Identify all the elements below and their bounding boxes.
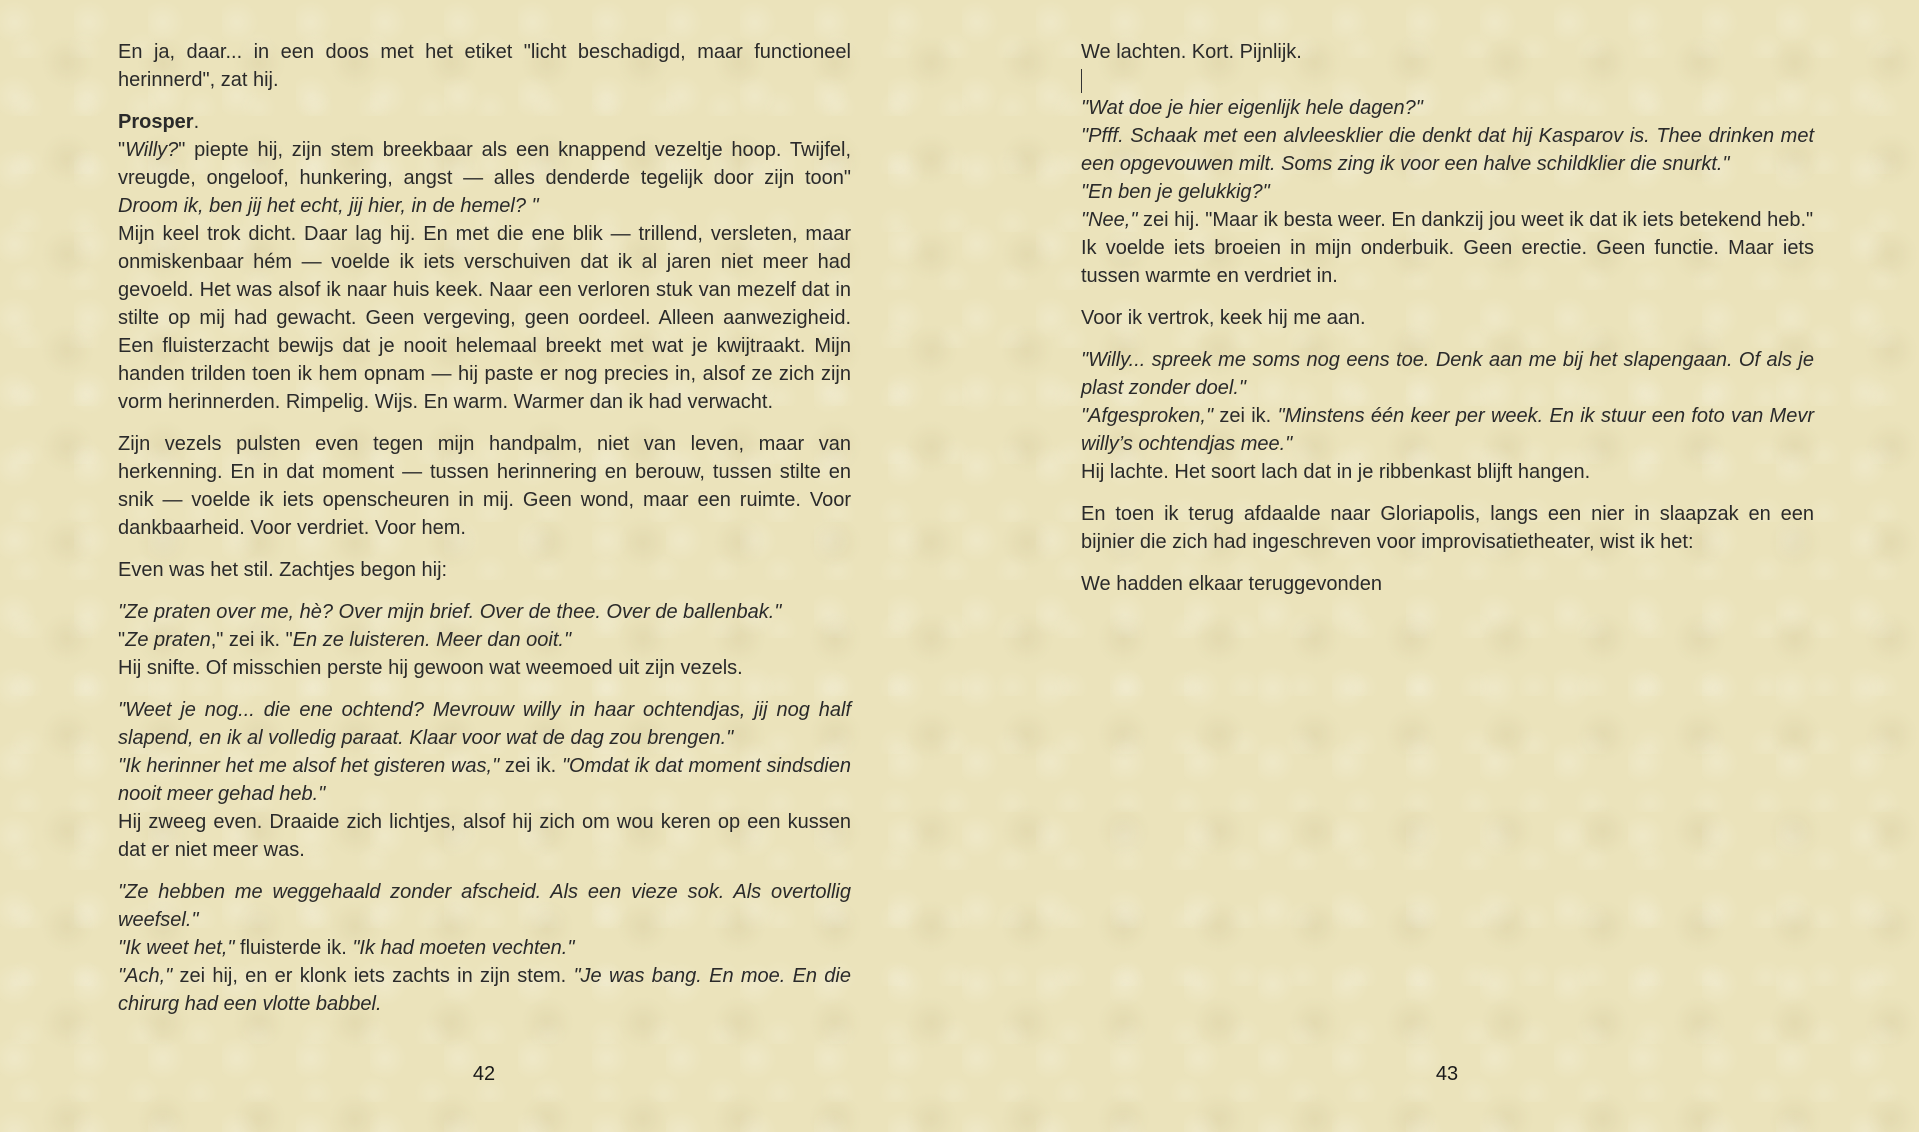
dialogue: "Wat doe je hier eigenlijk hele dagen?" xyxy=(1081,97,1423,119)
dialogue: "Ze hebben me weggehaald zonder afscheid. Als een vieze sok. Als overtollig weefsel." xyxy=(118,881,851,931)
dialogue: "Weet je nog... die ene ochtend? Mevrouw willy in haar ochtendjas, jij nog half slapend, en ik al volledig paraat. Klaar voor wat de dag zou brengen." xyxy=(118,699,851,749)
paragraph xyxy=(1081,304,1814,332)
page-number: 42 xyxy=(472,1063,496,1085)
page-number: 43 xyxy=(1435,1063,1459,1085)
paragraph xyxy=(1081,178,1814,206)
text-run: fluisterde ik. xyxy=(234,937,353,959)
text-run: " xyxy=(118,139,126,161)
paragraph-text: Mijn keel trok dicht. Daar lag hij. En met die ene blik — trillend, versleten, maar onmiskenbaar hém — voelde ik iets verschuiven dat ik al jaren niet meer had gevoeld. Het was alsof ik naar huis keek. Naar een verloren stuk van mezelf dat in stilte op mij had gewacht. Geen vergeving, geen oordeel. Alleen aanwezigheid. Een fluisterzacht bewijs dat je nooit helemaal breekt met wat je kwijtraakt. Mijn handen trilden toen ik hem opnam — hij paste er nog precies in, alsof ze zich zijn vorm herinnerden. Rimpelig. Wijs. En warm. Warmer dan ik had verwacht. xyxy=(118,223,851,413)
paragraph-text: Hij snifte. Of misschien perste hij gewoon wat weemoed uit zijn vezels. xyxy=(118,657,743,679)
paragraph xyxy=(118,626,851,654)
right-page xyxy=(1081,38,1814,612)
dialogue: "Ik weet het," xyxy=(118,937,235,959)
dialogue: "Ze praten over me, hè? Over mijn brief. Over de thee. Over de ballenbak." xyxy=(118,601,782,623)
text-run: ," zei ik. " xyxy=(210,629,293,651)
dialogue: Willy? xyxy=(125,139,179,161)
paragraph xyxy=(118,38,851,94)
text-run: zei hij. "Maar ik besta weer. En dankzij jou weet ik dat ik iets betekend heb." xyxy=(1137,209,1814,231)
paragraph xyxy=(118,808,851,864)
paragraph xyxy=(1081,570,1814,598)
paragraph-text: En toen ik terug afdaalde naar Gloriapolis, langs een nier in slaapzak en een bijnier die zich had ingeschreven voor improvisatietheater, wist ik het: xyxy=(1081,503,1814,553)
paragraph xyxy=(118,654,851,682)
paragraph-text: En ja, daar... in een doos met het etiket "licht beschadigd, maar functioneel herinnerd", zat hij. xyxy=(118,41,851,91)
dialogue: "Nee," xyxy=(1081,209,1138,231)
paragraph xyxy=(1081,458,1814,486)
paragraph xyxy=(118,878,851,934)
text-run: " xyxy=(118,629,126,651)
dialogue: "Minstens één keer per week. En ik stuur een foto van Mevr willy’s ochtendjas mee." xyxy=(1081,405,1814,455)
left-page xyxy=(118,38,851,1032)
text-run: zei hij, en er klonk iets zachts in zijn stem. xyxy=(172,965,574,987)
text-cursor[interactable] xyxy=(1081,66,1814,94)
dialogue: En ze luisteren. Meer dan ooit." xyxy=(292,629,572,651)
paragraph xyxy=(1081,500,1814,556)
punctuation: . xyxy=(193,111,200,133)
paragraph xyxy=(118,598,851,626)
text-run: zei ik. xyxy=(499,755,562,777)
paragraph xyxy=(118,136,851,220)
character-name: Prosper xyxy=(118,111,194,133)
paragraph xyxy=(118,934,851,962)
paragraph xyxy=(118,752,851,808)
dialogue: "Omdat ik dat moment sindsdien nooit meer gehad heb." xyxy=(118,755,851,805)
paragraph-text: We hadden elkaar teruggevonden xyxy=(1081,573,1382,595)
paragraph-text: Even was het stil. Zachtjes begon hij: xyxy=(118,559,448,581)
paragraph-text: We lachten. Kort. Pijnlijk. xyxy=(1081,41,1302,63)
paragraph-text: Zijn vezels pulsten even tegen mijn handpalm, niet van leven, maar van herkenning. En in dat moment — tussen herinnering en berouw, tussen stilte en snik — voelde ik iets openscheuren in mij. Geen wond, maar een ruimte. Voor dankbaarheid. Voor verdriet. Voor hem. xyxy=(118,433,851,539)
paragraph xyxy=(1081,234,1814,290)
paragraph xyxy=(1081,94,1814,122)
paragraph xyxy=(1081,346,1814,402)
dialogue: Ze praten xyxy=(125,629,211,651)
text-run: zei ik. xyxy=(1213,405,1278,427)
paragraph xyxy=(118,108,851,136)
paragraph xyxy=(1081,402,1814,458)
text-run: " piepte hij, zijn stem breekbaar als een knappend vezeltje hoop. Twijfel, vreugde, ongeloof, hunkering, angst — alles denderde tegelijk door zijn toon" xyxy=(118,139,851,189)
dialogue: Droom ik, ben jij het echt, jij hier, in de hemel? " xyxy=(118,195,539,217)
paragraph xyxy=(118,430,851,542)
paragraph xyxy=(118,962,851,1018)
paragraph xyxy=(118,220,851,416)
paragraph xyxy=(1081,38,1814,66)
paragraph xyxy=(1081,122,1814,178)
paragraph xyxy=(118,556,851,584)
dialogue: "Ik had moeten vechten." xyxy=(352,937,575,959)
paragraph-text: Hij zweeg even. Draaide zich lichtjes, alsof hij zich om wou keren op een kussen dat er niet meer was. xyxy=(118,811,851,861)
dialogue: "Je was bang. En moe. En die chirurg had een vlotte babbel. xyxy=(118,965,851,1015)
dialogue: "Ach," xyxy=(118,965,173,987)
paragraph-text: Ik voelde iets broeien in mijn onderbuik. Geen erectie. Geen functie. Maar iets tussen warmte en verdriet in. xyxy=(1081,237,1814,287)
dialogue: "En ben je gelukkig?" xyxy=(1081,181,1270,203)
dialogue: "Ik herinner het me alsof het gisteren was," xyxy=(118,755,500,777)
paragraph-text: Voor ik vertrok, keek hij me aan. xyxy=(1081,307,1366,329)
paragraph xyxy=(1081,206,1814,234)
paragraph-text: Hij lachte. Het soort lach dat in je ribbenkast blijft hangen. xyxy=(1081,461,1591,483)
dialogue: "Willy... spreek me soms nog eens toe. Denk aan me bij het slapengaan. Of als je plast zonder doel." xyxy=(1081,349,1814,399)
dialogue: "Pfff. Schaak met een alvleesklier die denkt dat hij Kasparov is. Thee drinken met een opgevouwen milt. Soms zing ik voor een halve schildklier die snurkt." xyxy=(1081,125,1814,175)
dialogue: "Afgesproken," xyxy=(1081,405,1214,427)
paragraph xyxy=(118,696,851,752)
